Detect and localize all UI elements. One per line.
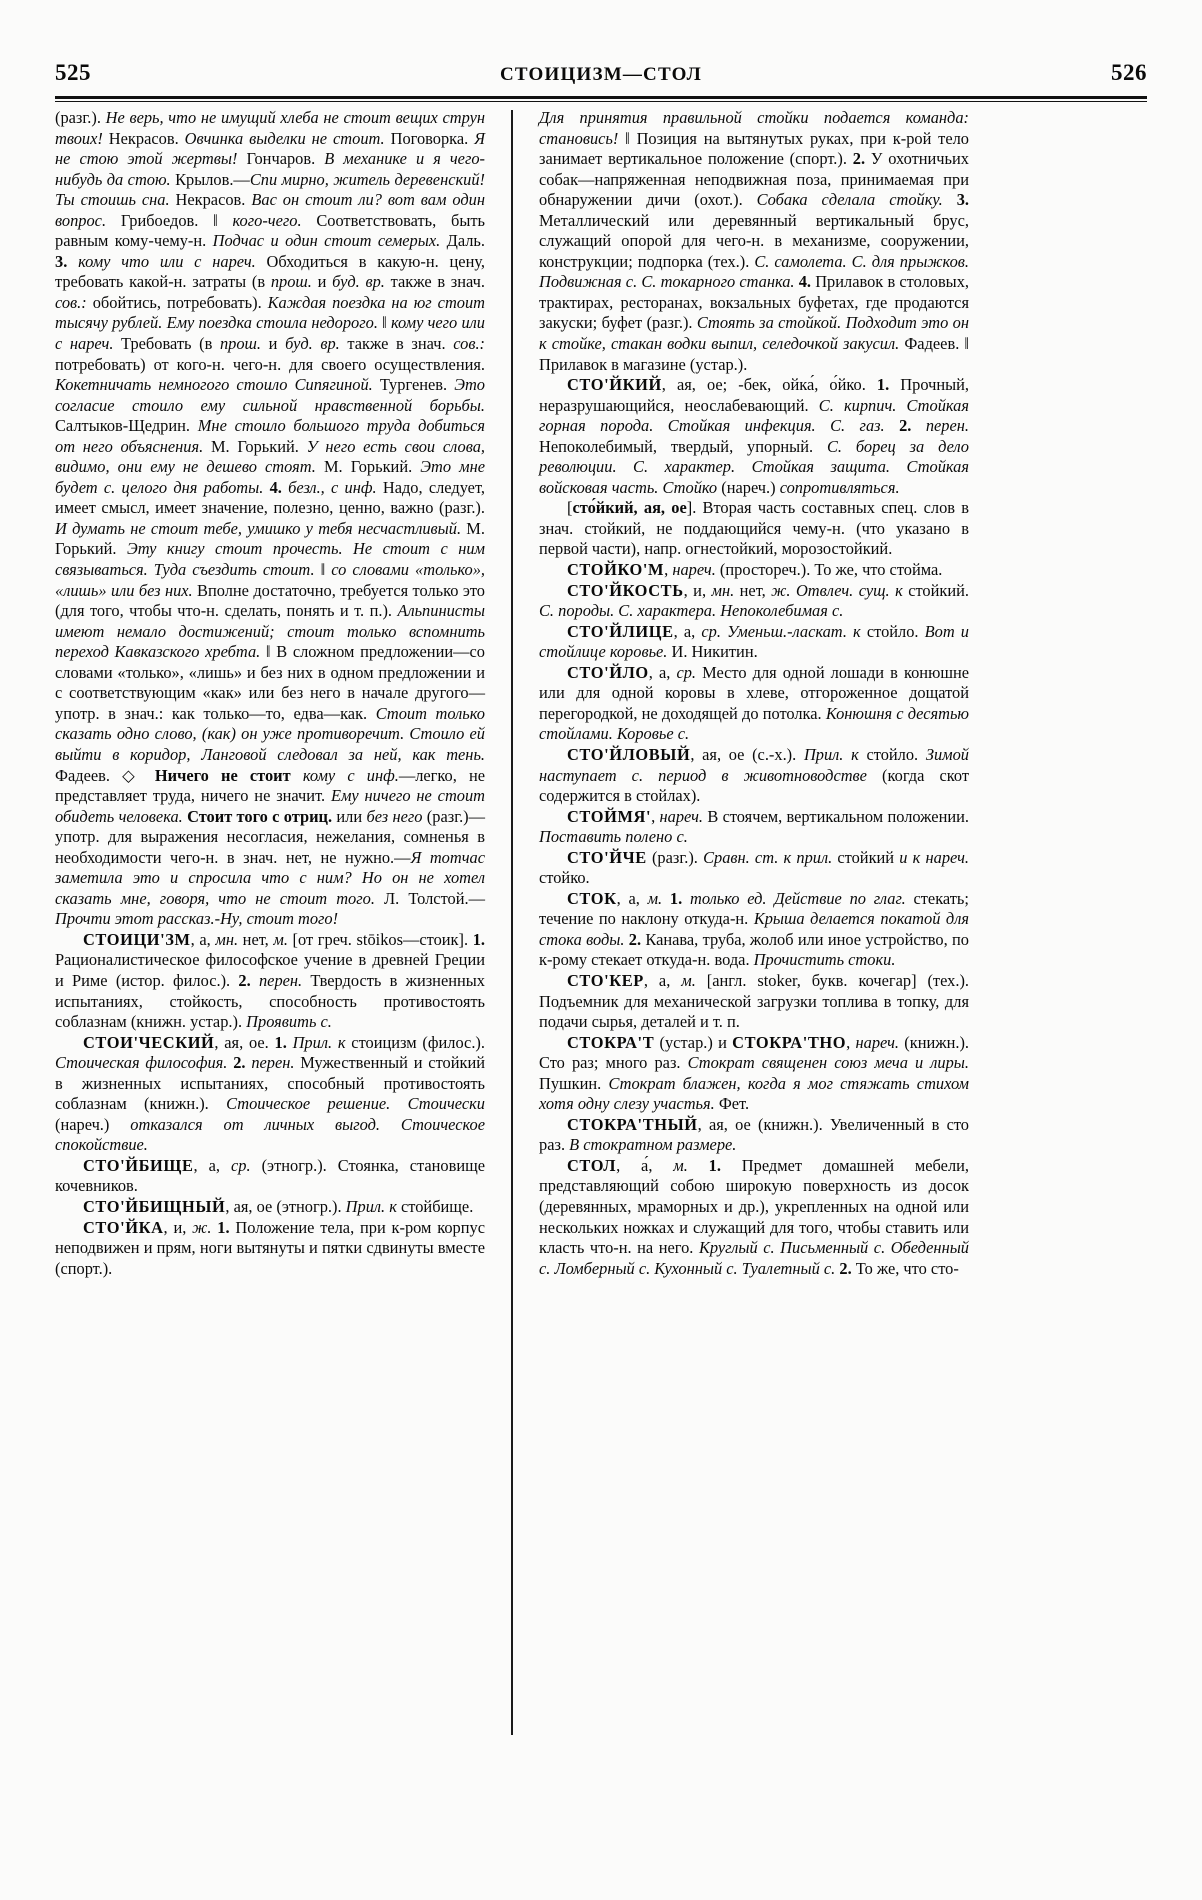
dictionary-entry: [сто́йкий, ая, ое]. Вторая часть составных спец. слов в знач. стойкий, не поддающийся чему-н. (что указано в первой части), напр. огнестойкий, морозостойкий. <box>539 498 969 559</box>
folio-right: 526 <box>1111 60 1147 85</box>
text-columns <box>55 108 1147 1808</box>
dictionary-entry: СТО'ЙЛО, а, ср. Место для одной лошади в конюшне или для одной коровы в хлеве, отгороженное дощатой перегородкой, не доходящей до потолка. Конюшня с десятью стойлами. Коровье с. <box>539 662 969 744</box>
header-rule <box>55 96 1147 102</box>
dictionary-entry: СТОКРА'Т (устар.) и СТОКРА'ТНО, нареч. (книжн.). Сто раз; много раз. Стократ священен союз меча и лиры. Пушкин. Стократ блажен, когда я мог стяжать стихом хотя одну слезу участья. Фет. <box>539 1032 970 1114</box>
running-head-title: СТОИЦИЗМ—СТОЛ <box>500 64 702 85</box>
dictionary-entry: СТОЙМЯ', нареч. В стоячем, вертикальном положении. Поставить полено с. <box>539 806 969 847</box>
dictionary-entry: СТО'КЕР, а, м. [англ. stoker, букв. кочегар] (тех.). Подъемник для механической загрузки топлива в топку, для подачи сырья, деталей и т. п. <box>539 970 969 1032</box>
dictionary-entry: СТО'ЙЛОВЫЙ, ая, ое (с.-х.). Прил. к стойло. Зимой наступает с. период в животноводстве (когда скот содержится в стойлах). <box>539 744 969 806</box>
dictionary-entry: СТОЙКО'М, нареч. (простореч.). То же, что стойма. <box>567 560 943 580</box>
dictionary-entry: СТОК, а, м. 1. только ед. Действие по глаг. стекать; течение по наклону откуда-н. Крыша делается покатой для стока воды. 2. Канава, труба, жолоб или иное устройство, по к-рому стекает откуда-н. вода. Прочистить стоки. <box>539 888 969 970</box>
running-head <box>55 52 1147 86</box>
dictionary-entry: СТО'ЙКА, и, ж. 1. Положение тела, при к-ром корпус неподвижен и прям, ноги вытянуты и пятки сдвинуты вместе (спорт.). <box>55 1217 485 1278</box>
entry-continuation: (разг.). Не верь, что не имущий хлеба не стоит вещих струн твоих! Некрасов. Овчинка выделки не стоит. Поговорка. Я не стою этой жертвы! Гончаров. В механике и я чего-нибудь да стою. Крылов.—Спи мирно, житель деревенский! Ты стоишь сна. Некрасов. Вас он стоит ли? вот вам один вопрос. Грибоедов. ǁ кого-чего. Соответствовать, быть равным кому-чему-н. Подчас и один стоит семерых. Даль. 3. кому что или с нареч. Обходиться в какую-н. цену, требовать какой-н. затраты (в прош. и буд. вр. также в знач. сов.: обойтись, потребовать). Каждая поездка на юг стоит тысячу рублей. Ему поездка стоила недорого. ǁ кому чего или с нареч. Требовать (в прош. и буд. вр. также в знач. сов.: потребовать) от кого-н. чего-н. для своего осуществления. Кокетничать немногого стоило Сипягиной. Тургенев. Это согласие стоило ему сильной нравственной борьбы. Салтыков-Щедрин. Мне стоило большого труда добиться от него объяснения. М. Горький. У него есть свои слова, видимо, они ему не дешево стоят. М. Горький. Это мне будет с. целого дня работы. 4. безл., с инф. Надо, следует, имеет смысл, имеет значение, полезно, ценно, важно (разг.). И думать не стоит тебе, умишко у тебя несчастливый. М. Горький. Эту книгу стоит прочесть. Не стоит с ним связываться. Туда съездить стоит. ǁ со словами «только», «лишь» или без них. Вполне достаточно, требуется только это (для того, чтобы что-н. сделать, понять и т. п.). Альпинисты имеют немало достижений; стоит только вспомнить переход Кавказского хребта. ǁ В сложном предложении—со словами «только», «лишь» и без них в одном предложении и с соответствующим «как» или без него в начале другого—употр. в знач.: как только—то, едва—как. Стоит только сказать одно слово, (как) он уже противоречит. Стоило ей выйти в коридор, Ланговой следовал за ней, как тень. Фадеев. ◇ Ничего не стоит кому с инф.—легко, не представляет труда, ничего не значит. Ему ничего не стоит обидеть человека. Стоит того с отриц. или без него (разг.)—употр. для выражения несогласия, нежелания, сомненья в необходимости чего-н. в знач. нет, не нужно.—Я тотчас заметила это и спросила что с ним? Но он не хотел сказать мне, говоря, что не стоит того. Л. Толстой.—Прочти этот рассказ.-Ну, стоит того! <box>55 108 486 929</box>
dictionary-entry: СТОКРА'ТНЫЙ, ая, ое (книжн.). Увеличенный в сто раз. В стократном размере. <box>539 1114 969 1155</box>
dictionary-entry: СТО'ЙЧЕ (разг.). Сравн. ст. к прил. стойкий и к нареч. стойко. <box>539 847 969 888</box>
dictionary-entry: СТО'ЙБИЩНЫЙ, ая, ое (этногр.). Прил. к стойбище. <box>83 1196 474 1216</box>
dictionary-entry: СТОИ'ЧЕСКИЙ, ая, ое. 1. Прил. к стоицизм (филос.). Стоическая философия. 2. перен. Мужественный и стойкий в жизненных испытаниях, способный противостоять соблазнам (книжн.). Стоическое решение. Стоически (нареч.) отказался от личных выгод. Стоическое спокойствие. <box>55 1032 485 1155</box>
column-left <box>55 108 511 1808</box>
entry-continuation: Для принятия правильной стойки подается команда: становись! ǁ Позиция на вытянутых руках, при к-рой тело занимает вертикальное положение (спорт.). 2. У охотничьих собак—напряженная неподвижная поза, принимаемая при обнаружении дичи (охот.). Собака сделала стойку. 3. Металлический или деревянный вертикальный брус, служащий опорой для чего-н. в механизме, сооружении, конструкции; подпорка (тех.). С. самолета. С. для прыжков. Подвижная с. С. токарного станка. 4. Прилавок в столовых, трактирах, ресторанах, вокзальных буфетах, где продаются закуски; буфет (разг.). Стоять за стойкой. Подходит это он к стойке, стакан водки выпил, селедочкой закусил. Фадеев. ǁ Прилавок в магазине (устар.). <box>539 108 969 374</box>
dictionary-entry: СТО'ЙБИЩЕ, а, ср. (этногр.). Стоянка, становище кочевников. <box>55 1155 485 1196</box>
dictionary-entry: СТОЛ, а́, м. 1. Предмет домашней мебели, представляющий собою широкую поверхность из досок (деревянных, мраморных и др.), укрепленных на одной или нескольких ножках и служащий для того, чтобы ставить или класть что-н. на него. Круглый с. Письменный с. Обеденный с. Ломберный с. Кухонный с. Туалетный с. 2. То же, что сто- <box>539 1155 969 1278</box>
column-right <box>513 108 969 1808</box>
dictionary-entry: СТО'ЙКИЙ, ая, ое; -бек, ойка́, о́йко. 1. Прочный, неразрушающийся, неослабевающий. С. кирпич. Стойкая горная порода. Стойкая инфекция. С. газ. 2. перен. Непоколебимый, твердый, упорный. С. борец за дело революции. С. характер. Стойкая защита. Стойкая войсковая часть. Стойко (нареч.) сопротивляться. <box>539 375 970 497</box>
dictionary-entry: СТОИЦИ'ЗМ, а, мн. нет, м. [от греч. stōikos—стоик]. 1. Рационалистическое философское учение в древней Греции и Риме (истор. филос.). 2. перен. Твердость в жизненных испытаниях, стойкость, способность противостоять соблазнам (книжн. устар.). Проявить с. <box>55 929 485 1032</box>
dictionary-entry: СТО'ЙКОСТЬ, и, мн. нет, ж. Отвлеч. сущ. к стойкий. С. породы. С. характера. Непоколебимая с. <box>539 580 969 621</box>
dictionary-entry: СТО'ЙЛИЦЕ, а, ср. Уменьш.-ласкат. к стойло. Вот и стойлице коровье. И. Никитин. <box>539 621 970 662</box>
folio-left: 525 <box>55 60 91 85</box>
